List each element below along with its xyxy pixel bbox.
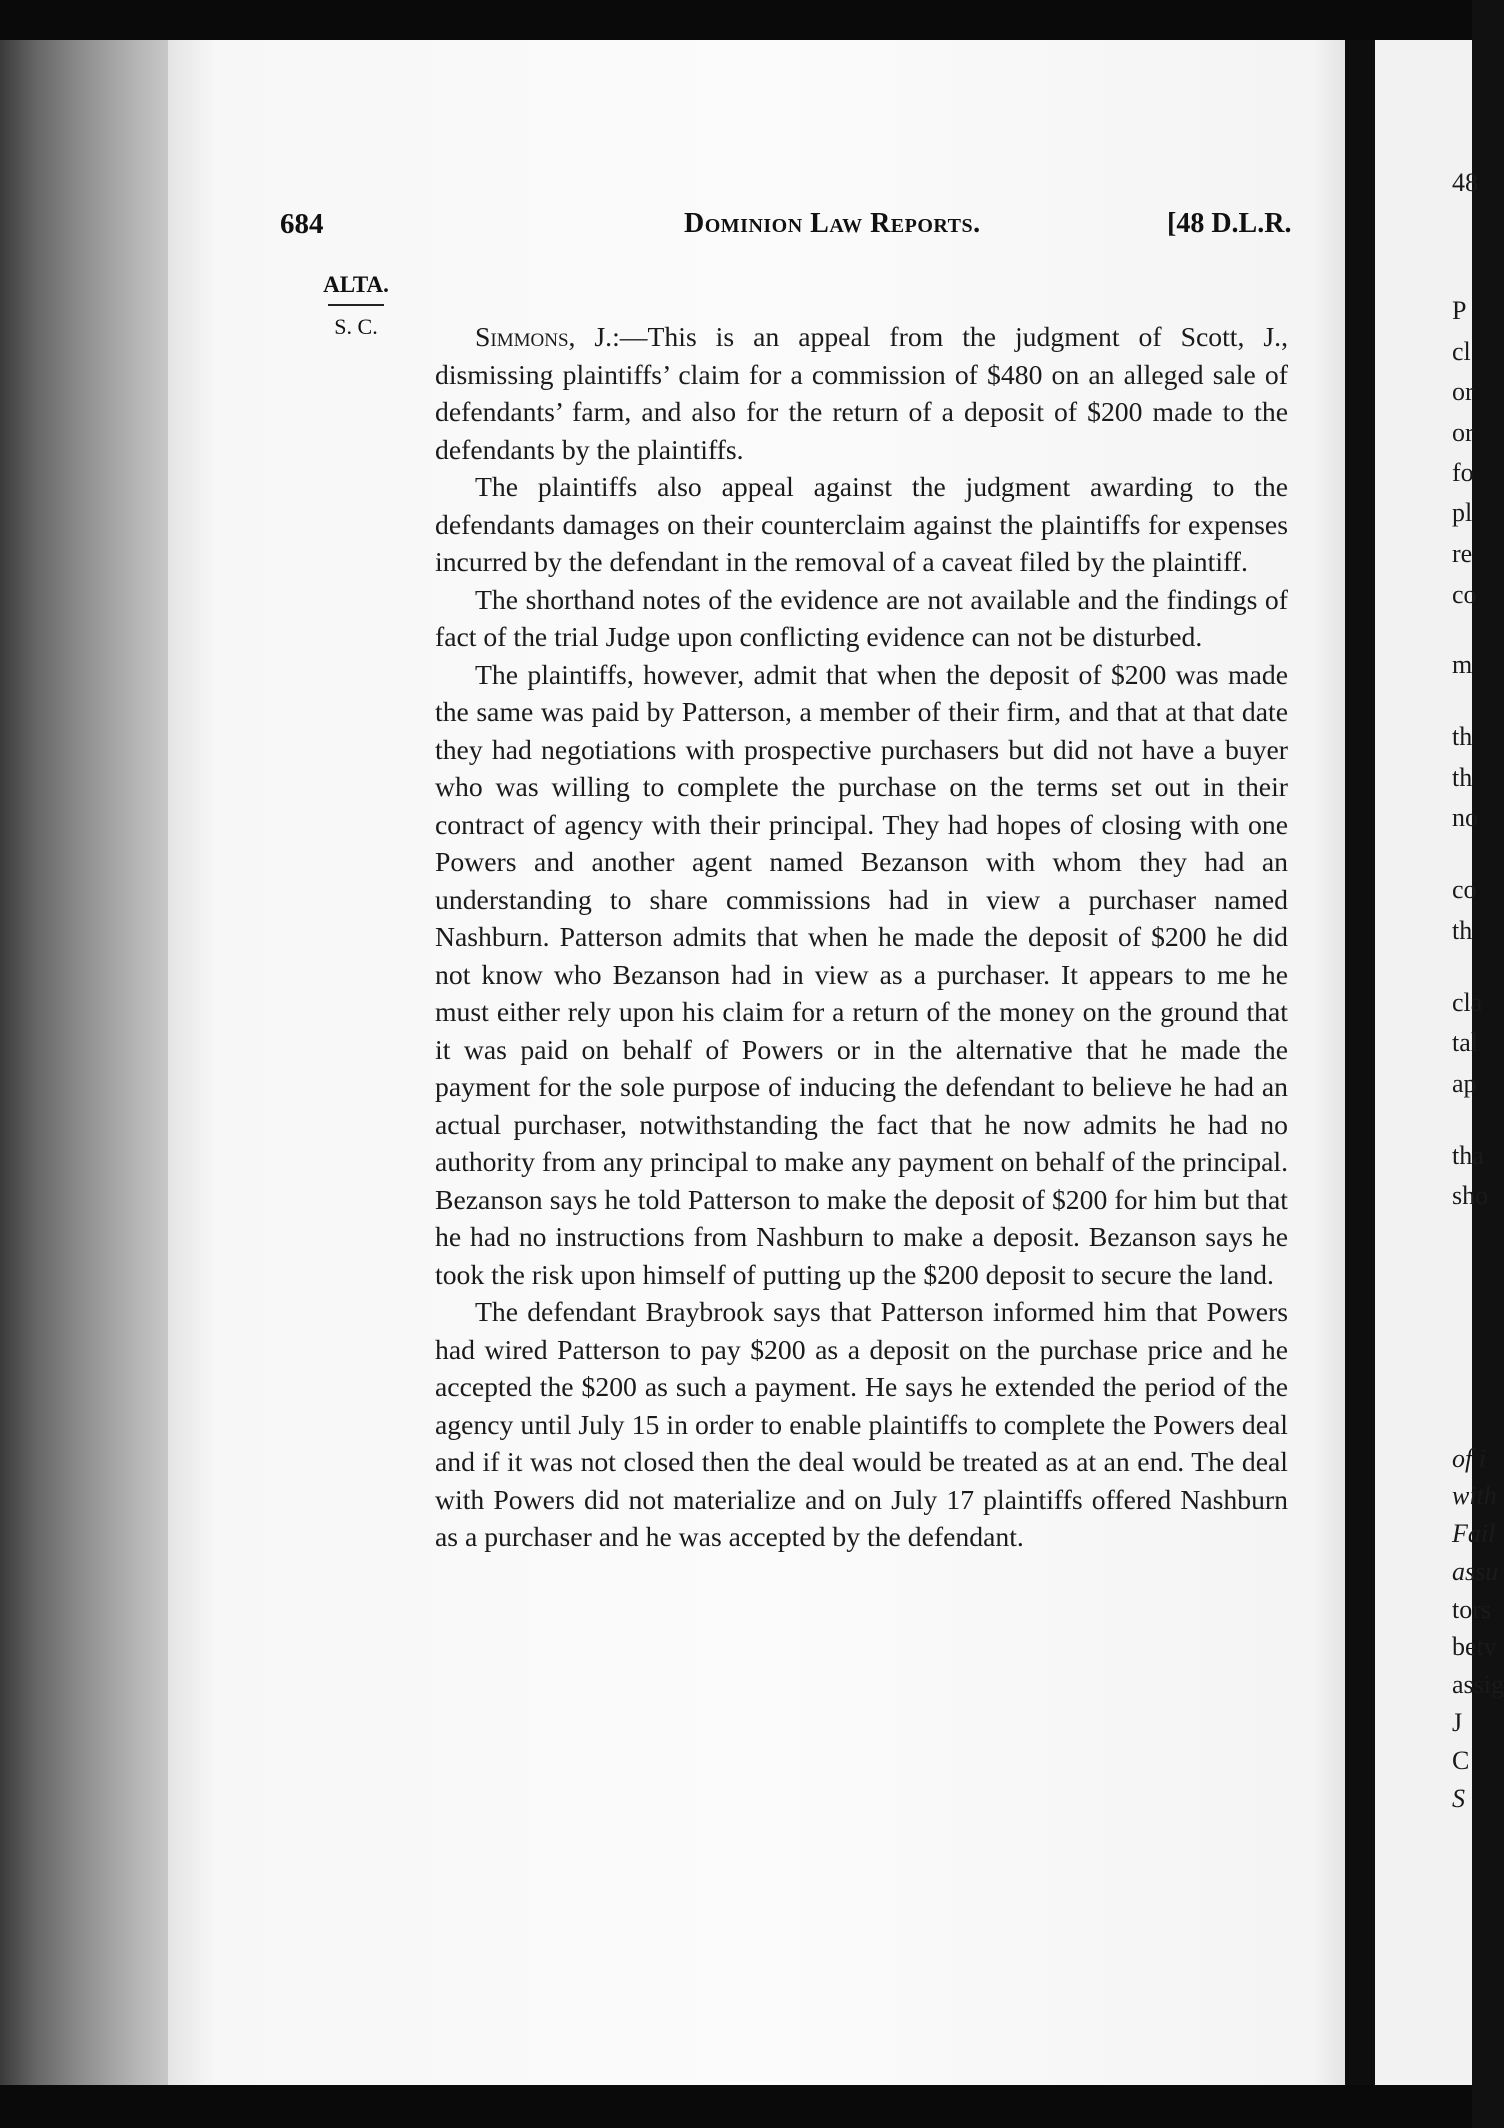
facing-page-text: fo [1452, 458, 1474, 487]
running-title: Dominion Law Reports. [684, 208, 981, 239]
facing-page-text: cla [1452, 988, 1483, 1017]
facing-page-fragment [1375, 40, 1504, 2090]
volume-reference: [48 D.L.R. [1167, 208, 1292, 239]
facing-page-text: betv [1452, 1632, 1497, 1661]
facing-page-text: C [1452, 1746, 1470, 1775]
facing-page-text: sho [1452, 1181, 1489, 1210]
margin-rule [328, 304, 384, 306]
facing-page-text: no [1452, 803, 1478, 832]
facing-page-text: assu [1452, 1557, 1499, 1586]
facing-page-text: th [1452, 916, 1473, 945]
facing-page-text: tha [1452, 1141, 1484, 1170]
facing-page-text: P [1452, 296, 1467, 325]
facing-page-text: co [1452, 580, 1477, 609]
facing-page-text: cl [1452, 337, 1471, 366]
paragraph-1-text: :—This is an appeal from the judgment of Scott, J., dismissing plaintiffs’ claim for a commission of $480 on an alleged sale of defendants’ farm, and also for the return of a deposit of $200 made to the defendants by the plaintiffs. [435, 321, 1288, 465]
book-gutter [1345, 40, 1375, 2090]
facing-page-text: or [1452, 377, 1474, 406]
court-label: S. C. [334, 314, 378, 339]
paragraph-2: The plaintiffs also appeal against the judgment awarding to the defendants damages on their counterclaim against the plaintiffs for expenses incurred by the defendant in the removal of a caveat filed by the plaintiff. [435, 471, 1288, 577]
facing-page-text: m [1452, 650, 1473, 679]
book-page [168, 40, 1360, 2090]
facing-page-text: th [1452, 722, 1473, 751]
page-number: 684 [280, 208, 324, 240]
facing-page-text: with [1452, 1481, 1497, 1510]
facing-page-text: re [1452, 539, 1473, 568]
facing-page-text: th [1452, 763, 1473, 792]
judgment-text [435, 318, 1288, 1556]
paragraph-1 [435, 318, 1288, 468]
scan-bottom-border [0, 2085, 1472, 2128]
judge-name: Simmons, J. [475, 321, 613, 352]
margin-note [316, 272, 396, 340]
facing-page-text: pl [1452, 498, 1473, 527]
jurisdiction-label: ALTA. [323, 272, 389, 297]
book-page-edges [0, 40, 180, 2090]
facing-page-text: or [1452, 418, 1474, 447]
facing-page-text: tal [1452, 1028, 1478, 1057]
facing-page-text: assig [1452, 1670, 1504, 1699]
facing-page-text: S [1452, 1784, 1465, 1813]
facing-page-text: ap [1452, 1069, 1477, 1098]
facing-page-text: of i [1452, 1444, 1486, 1473]
facing-page-text: Fail [1452, 1519, 1496, 1548]
facing-page-text: 48 [1452, 168, 1478, 197]
facing-page-text: tors [1452, 1595, 1491, 1624]
paragraph-5: The defendant Braybrook says that Patterson informed him that Powers had wired Patterson to pay $200 as a deposit on the purchase price and he accepted the $200 as such a payment. He says he extended the period of the agency until July 15 in order to enable plaintiffs to complete the Powers deal and if it was not closed then the deal would be treated as at an end. The deal with Powers did not materialize and on July 17 plaintiffs offered Nashburn as a purchaser and he was accepted by the defendant. [435, 1296, 1288, 1552]
facing-page-text: co [1452, 875, 1477, 904]
facing-page-text: J [1452, 1708, 1463, 1737]
paragraph-3: The shorthand notes of the evidence are not available and the findings of fact of the trial Judge upon conflicting evidence can not be disturbed. [435, 583, 1288, 652]
paragraph-4: The plaintiffs, however, admit that when the deposit of $200 was made the same was paid by Patterson, a member of their firm, and that at that date they had negotiations with prospective purchasers but did not have a buyer who was willing to complete the purchase on the terms set out in their contract of agency with their principal. They had hopes of closing with one Powers and another agent named Bezanson with whom they had an understanding to share commissions had in view a purchaser named Nashburn. Patterson admits that when he made the deposit of $200 he did not know who Bezanson had in view as a purchaser. It appears to me he must either rely upon his claim for a return of the money on the ground that it was paid on behalf of Powers or in the alternative that he made the payment for the sole purpose of inducing the defendant to believe he had an actual purchaser, notwithstanding the fact that he now admits he had no authority from any principal to make any payment on behalf of the principal. Bezanson says he told Patterson to make the deposit of $200 for him but that he had no instructions from Nashburn to make a deposit. Bezanson says he took the risk upon himself of putting up the $200 deposit to secure the land. [435, 658, 1288, 1290]
